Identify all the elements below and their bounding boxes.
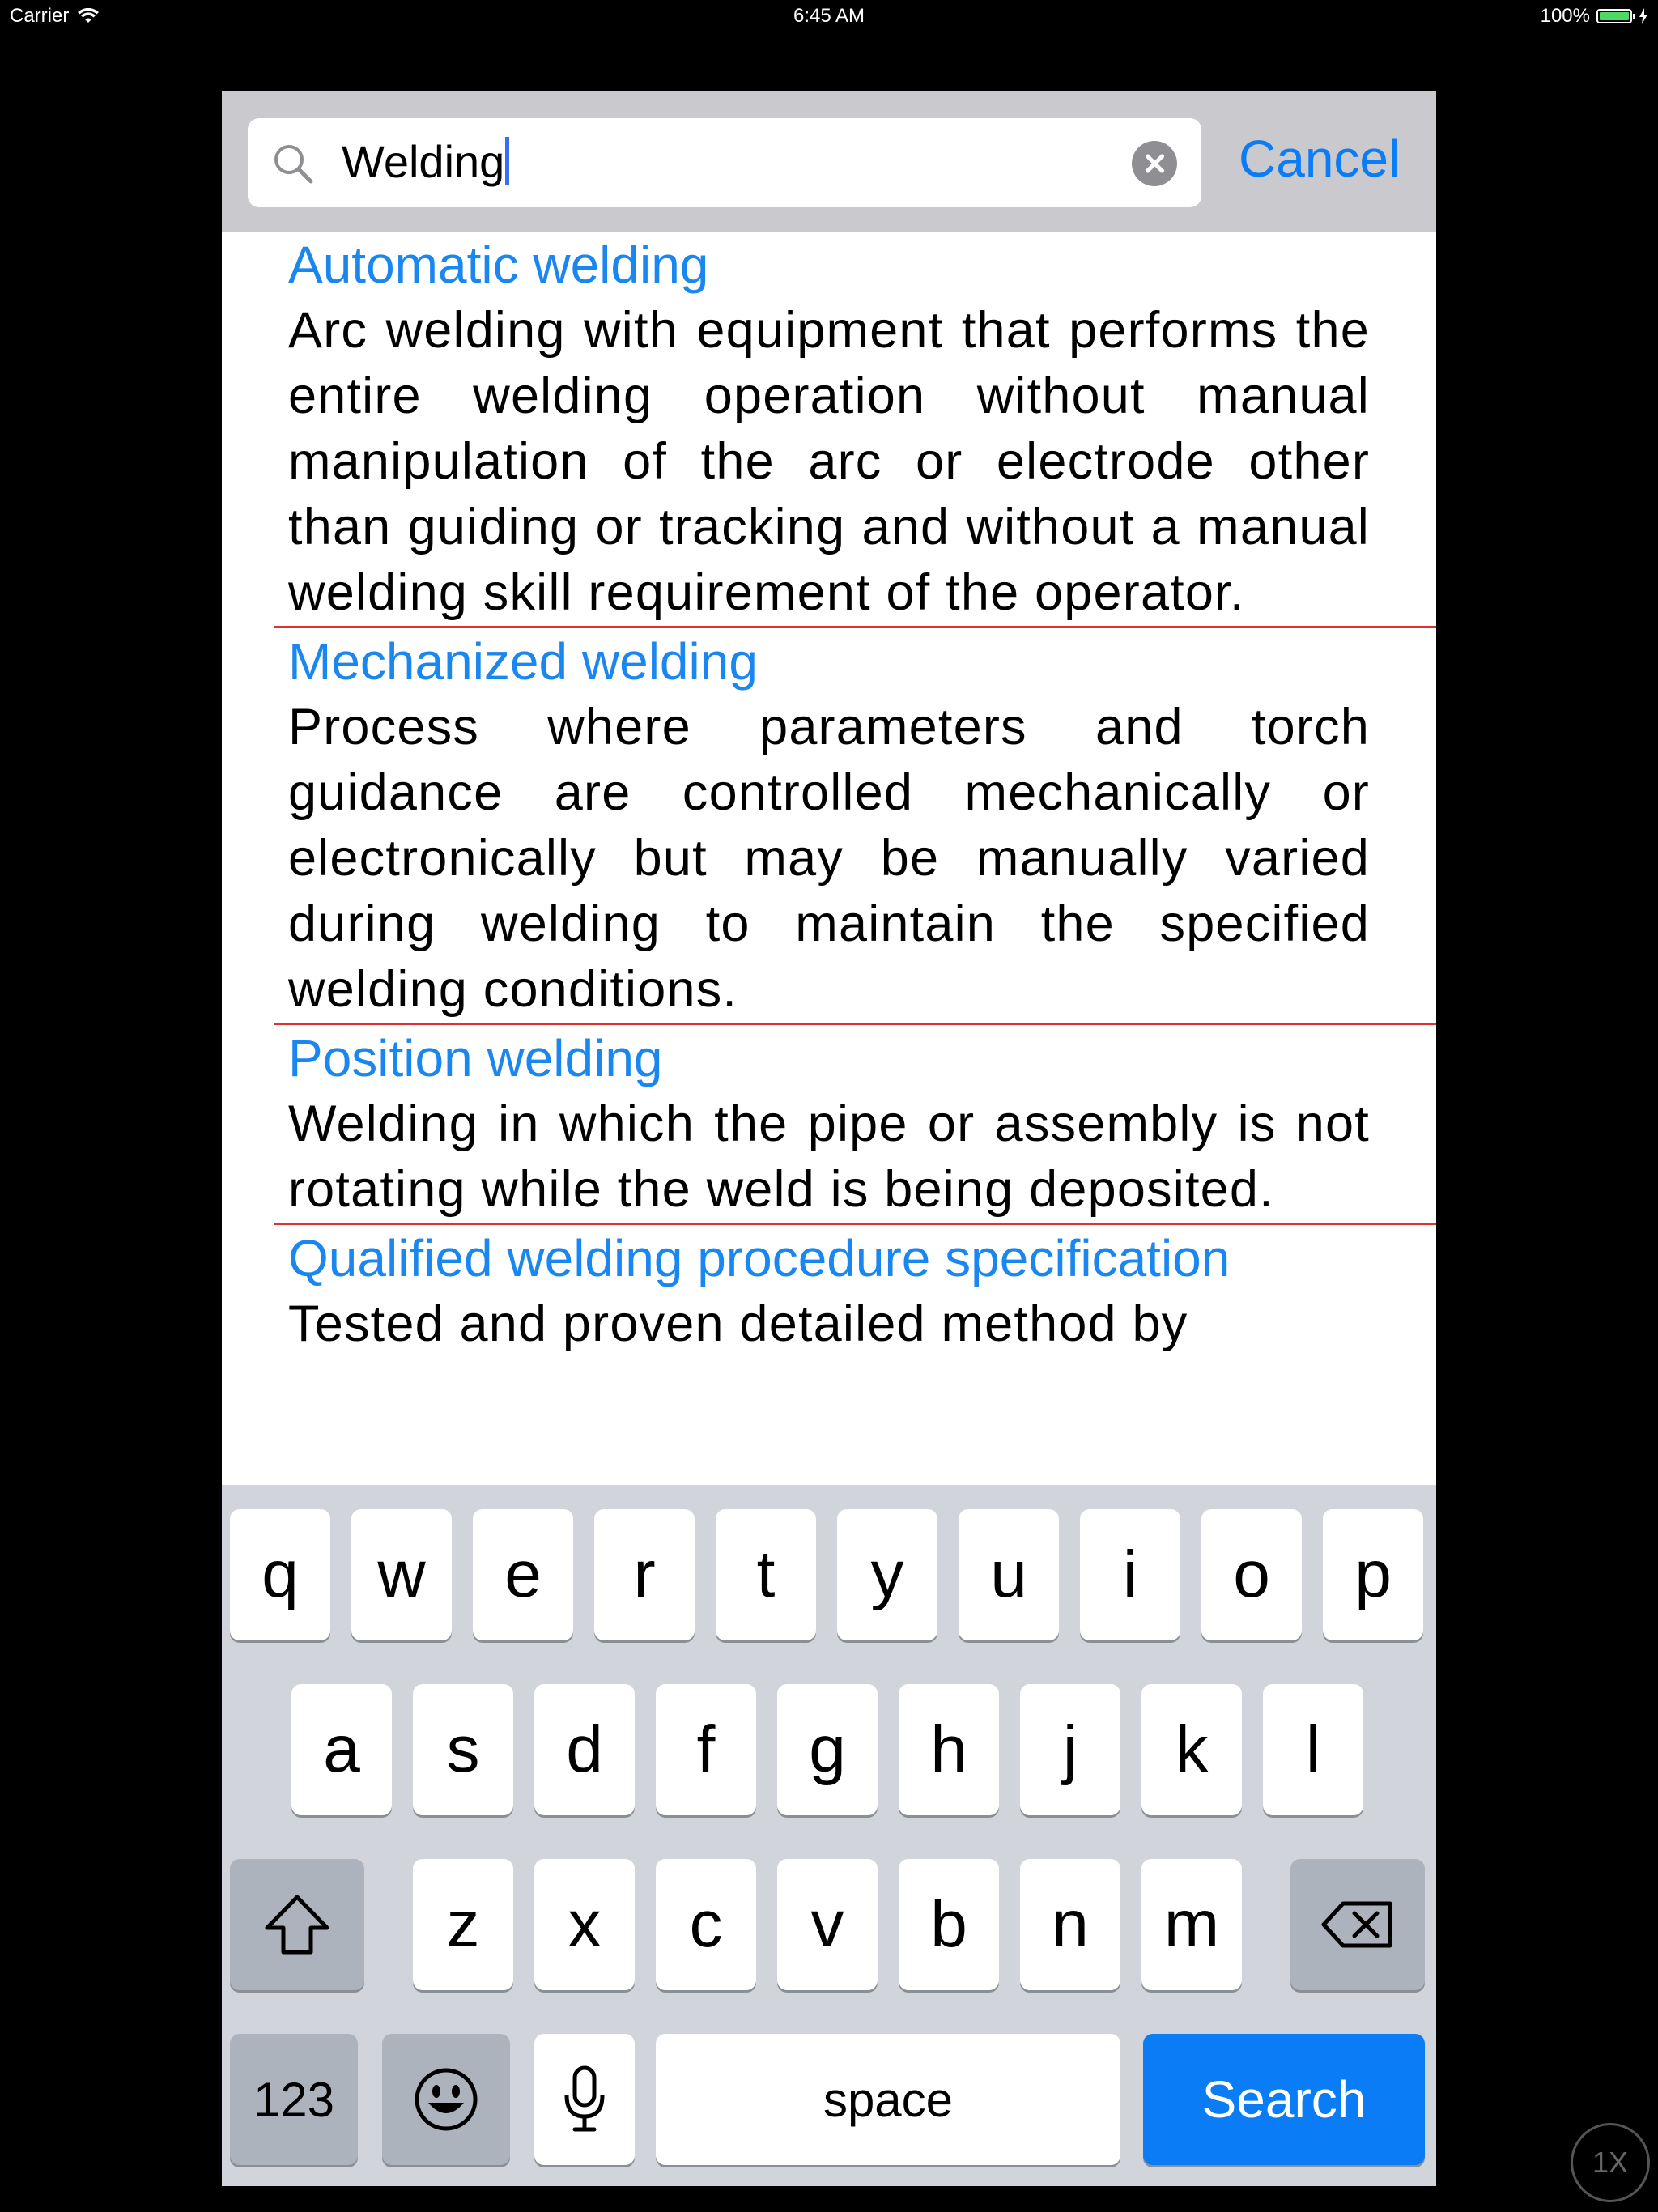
keyboard <box>222 1485 1436 2186</box>
key-h[interactable]: h <box>899 1684 999 1815</box>
search-icon <box>270 141 316 186</box>
key-v[interactable]: v <box>777 1859 878 1990</box>
key-u[interactable]: u <box>959 1509 1059 1640</box>
status-bar-right <box>1541 5 1648 28</box>
key-o[interactable]: o <box>1201 1509 1302 1640</box>
key-t[interactable]: t <box>716 1509 816 1640</box>
status-time: 6:45 AM <box>793 5 865 27</box>
zoom-badge[interactable]: 1X <box>1571 2123 1650 2202</box>
delete-key[interactable] <box>1290 1859 1425 1990</box>
entry-definition: Tested and proven detailed method by <box>288 1295 1188 1352</box>
clear-text-icon[interactable] <box>1132 141 1177 186</box>
search-query-text[interactable]: Welding <box>342 136 509 188</box>
key-e[interactable]: e <box>473 1509 573 1640</box>
entry-title[interactable]: Position welding <box>288 1029 663 1087</box>
emoji-key[interactable] <box>382 2034 510 2165</box>
list-item[interactable] <box>222 628 1436 1023</box>
key-r[interactable]: r <box>594 1509 695 1640</box>
key-j[interactable]: j <box>1020 1684 1120 1815</box>
entry-definition: Welding in which the pipe or assembly is not rotating while the weld is being deposited. <box>288 1095 1370 1218</box>
battery-icon <box>1596 9 1632 23</box>
entry-title[interactable]: Qualified welding procedure specification <box>288 1229 1231 1287</box>
numbers-key[interactable]: 123 <box>230 2034 358 2165</box>
entry-title[interactable]: Automatic welding <box>288 236 709 294</box>
search-input[interactable] <box>248 118 1201 207</box>
carrier-label: Carrier <box>10 5 70 27</box>
key-m[interactable]: m <box>1141 1859 1242 1990</box>
status-bar <box>0 0 1658 32</box>
shift-key[interactable] <box>230 1859 364 1990</box>
battery-percent: 100% <box>1540 5 1590 27</box>
app-window <box>222 91 1436 2186</box>
key-q[interactable]: q <box>230 1509 330 1640</box>
key-c[interactable]: c <box>656 1859 756 1990</box>
list-item[interactable] <box>222 1025 1436 1223</box>
battery-fill <box>1600 12 1629 20</box>
key-l[interactable]: l <box>1263 1684 1363 1815</box>
list-item[interactable] <box>222 1225 1436 1357</box>
key-g[interactable]: g <box>777 1684 878 1815</box>
entry-title[interactable]: Mechanized welding <box>288 632 758 691</box>
space-key[interactable]: space <box>656 2034 1120 2165</box>
key-w[interactable]: w <box>351 1509 452 1640</box>
key-k[interactable]: k <box>1141 1684 1242 1815</box>
key-b[interactable]: b <box>899 1859 999 1990</box>
dictation-key[interactable] <box>534 2034 635 2165</box>
key-s[interactable]: s <box>413 1684 513 1815</box>
key-f[interactable]: f <box>656 1684 756 1815</box>
shift-icon <box>262 1892 332 1957</box>
key-z[interactable]: z <box>413 1859 513 1990</box>
charging-bolt-icon <box>1639 8 1648 24</box>
search-bar <box>222 91 1436 232</box>
key-n[interactable]: n <box>1020 1859 1120 1990</box>
key-y[interactable]: y <box>837 1509 937 1640</box>
key-d[interactable]: d <box>534 1684 635 1815</box>
key-i[interactable]: i <box>1080 1509 1180 1640</box>
search-key[interactable]: Search <box>1143 2034 1425 2165</box>
key-a[interactable]: a <box>291 1684 392 1815</box>
text-caret <box>505 137 509 185</box>
key-x[interactable]: x <box>534 1859 635 1990</box>
delete-icon <box>1319 1899 1397 1950</box>
list-item[interactable] <box>222 232 1436 626</box>
microphone-icon <box>560 2065 609 2134</box>
emoji-icon <box>412 2065 480 2133</box>
results-list[interactable] <box>222 232 1436 1576</box>
key-p[interactable]: p <box>1323 1509 1423 1640</box>
cancel-button[interactable]: Cancel <box>1239 130 1401 188</box>
entry-definition: Arc welding with equipment that performs the entire welding operation without manual manipulation of the arc or electrode other than guiding or tracking and without a manual welding skill requirement of the operator. <box>288 302 1370 621</box>
entry-definition: Process where parameters and torch guidance are controlled mechanically or electronically but may be manually varied during welding to maintain the specified welding conditions. <box>288 699 1370 1018</box>
